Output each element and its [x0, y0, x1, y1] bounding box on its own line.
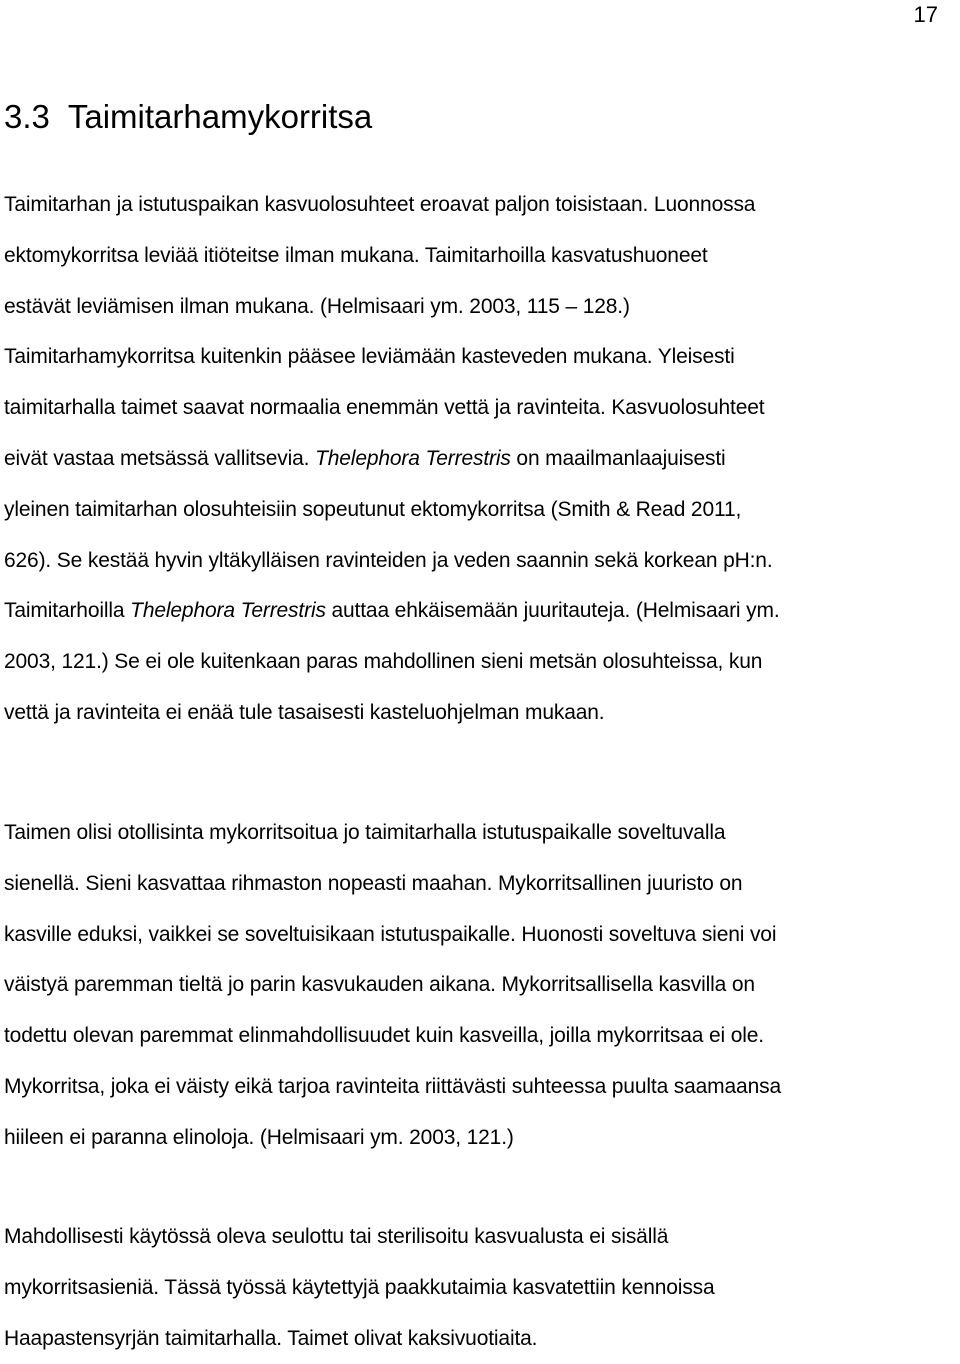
text-line: todettu olevan paremmat elinmahdollisuudet kuin kasveilla, joilla mykorritsaa ei ole.: [4, 1024, 764, 1048]
page-number: 17: [913, 2, 938, 27]
section-heading: [4, 95, 372, 139]
species-name: Thelephora Terrestris: [130, 599, 326, 623]
text-line: väistyä paremman tieltä jo parin kasvukauden aikana. Mykorritsallisella kasvilla on: [4, 973, 755, 997]
text-line: hiileen ei paranna elinoloja. (Helmisaari ym. 2003, 121.): [4, 1125, 514, 1149]
section-title: Taimitarhamykorritsa: [67, 98, 373, 135]
text-line: Taimitarhamykorritsa kuitenkin pääsee leviämään kasteveden mukana. Yleisesti: [4, 345, 735, 369]
species-name: Thelephora Terrestris: [315, 446, 511, 470]
text-line: estävät leviämisen ilman mukana. (Helmisaari ym. 2003, 115 – 128.): [4, 294, 630, 318]
text-line: vettä ja ravinteita ei enää tule tasaisesti kasteluohjelman mukaan.: [4, 700, 605, 724]
text-line: 626). Se kestää hyvin yltäkylläisen ravinteiden ja veden saannin sekä korkean pH:n.: [4, 548, 773, 572]
paragraph: [4, 808, 949, 1164]
text-line: 2003, 121.) Se ei ole kuitenkaan paras mahdollinen sieni metsän olosuhteissa, kun: [4, 650, 763, 674]
section-number: 3.3: [4, 98, 50, 135]
text-line: ektomykorritsa leviää itiöteitse ilman mukana. Taimitarhoilla kasvatushuoneet: [4, 243, 708, 267]
text-line: Mykorritsa, joka ei väisty eikä tarjoa ravinteita riittävästi suhteessa puulta saamaansa: [4, 1074, 781, 1098]
text-line: Mahdollisesti käytössä oleva seulottu tai sterilisoitu kasvualusta ei sisällä: [4, 1225, 669, 1248]
text-line: taimitarhalla taimet saavat normaalia enemmän vettä ja ravinteita. Kasvuolosuhteet: [4, 396, 765, 420]
text-line: mykorritsasieniä. Tässä työssä käytettyjä paakkutaimia kasvatettiin kennoissa: [4, 1275, 715, 1299]
text-line: sienellä. Sieni kasvattaa rihmaston nopeasti maahan. Mykorritsallinen juuristo on: [4, 871, 743, 895]
text-line: Taimitarhoilla Thelephora Terrestris auttaa ehkäisemään juuritauteja. (Helmisaari ym.: [4, 599, 780, 623]
text-line: Taimen olisi otollisinta mykorritsoitua jo taimitarhalla istutuspaikalle soveltuvalla: [4, 821, 726, 844]
paragraph: [4, 1212, 949, 1364]
text-line: Haapastensyrjän taimitarhalla. Taimet olivat kaksivuotiaita.: [4, 1326, 538, 1350]
paragraph: [4, 180, 949, 739]
text-line: kasville eduksi, vaikkei se soveltuisikaan istutuspaikalle. Huonosti soveltuva sieni voi: [4, 922, 777, 946]
text-line: yleinen taimitarhan olosuhteisiin sopeutunut ektomykorritsa (Smith & Read 2011,: [4, 497, 742, 521]
text-line: eivät vastaa metsässä vallitsevia. Thelephora Terrestris on maailmanlaajuisesti: [4, 446, 726, 470]
text-line: Taimitarhan ja istutuspaikan kasvuolosuhteet eroavat paljon toisistaan. Luonnossa: [4, 193, 756, 216]
